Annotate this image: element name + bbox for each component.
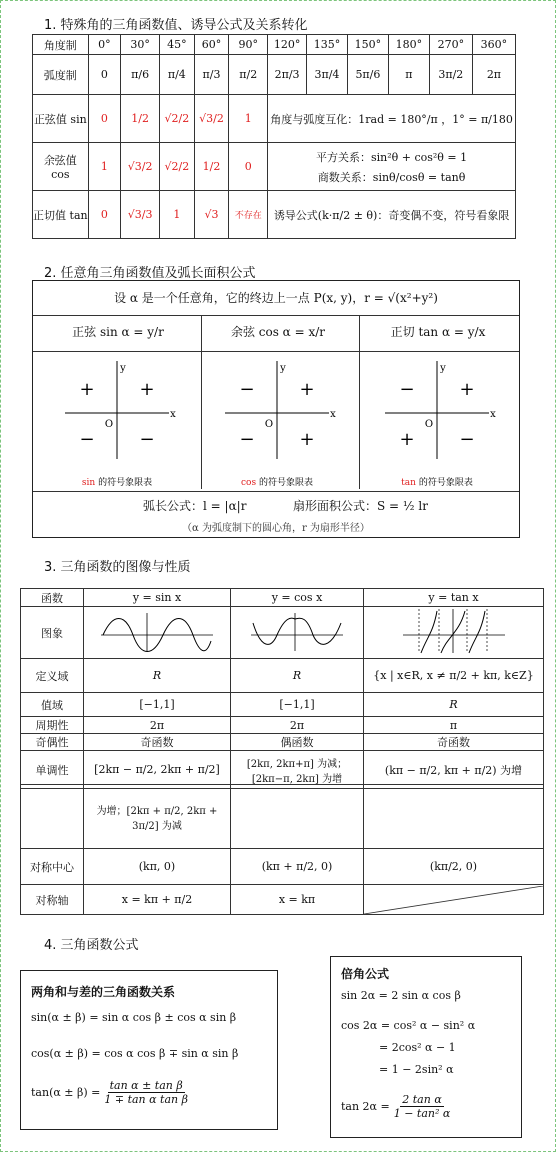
cell: 135°	[307, 35, 348, 55]
cell: 为增；[2kπ + π/2, 2kπ + 3π/2] 为减	[84, 785, 231, 849]
cell: x = kπ + π/2	[84, 885, 231, 915]
double-cos-3: = 1 − 2sin² α	[379, 1063, 454, 1076]
cell: (kπ/2, 0)	[364, 849, 544, 885]
row-label	[21, 785, 84, 849]
cell: √3/3	[121, 191, 160, 239]
double-tan	[341, 1093, 450, 1120]
box2-title: 倍角公式	[341, 967, 390, 981]
cell: {x | x∈R, x ≠ π/2 + kπ, k∈Z}	[364, 659, 544, 693]
cell: π	[364, 717, 544, 734]
cell: R	[231, 659, 364, 693]
note-quot: 商数关系：sinθ/cosθ = tanθ	[317, 170, 466, 184]
row-label: 奇偶性	[21, 734, 84, 751]
cell: π	[388, 55, 429, 95]
tan-curve-icon	[399, 607, 509, 655]
cell: 45°	[160, 35, 195, 55]
graph-property-table	[20, 588, 544, 789]
cell: (kπ + π/2, 0)	[231, 849, 364, 885]
cell: 0	[88, 95, 121, 143]
cell: √3/2	[194, 95, 229, 143]
header-cell: 函数	[21, 589, 84, 607]
cell: x = kπ	[231, 885, 364, 915]
quadrant-3-sign: −	[239, 429, 255, 450]
cell: √3	[194, 191, 229, 239]
quadrant-3-sign: +	[399, 429, 415, 450]
cell: 不存在	[229, 191, 268, 239]
cell: 0	[229, 143, 268, 191]
cell: 90°	[229, 35, 268, 55]
double-cos: cos 2α = cos² α − sin² α	[341, 1019, 476, 1032]
row-label: 图象	[21, 607, 84, 659]
sign-diagrams	[33, 351, 519, 491]
cell: √3/2	[121, 143, 160, 191]
row-label: 弧度制	[33, 55, 89, 95]
graph-property-table-cont	[20, 784, 544, 915]
section-title-4: 4. 三角函数公式	[44, 938, 139, 953]
cell: 30°	[121, 35, 160, 55]
cell: √2/2	[160, 143, 195, 191]
sign-table-caption: sin 的符号象限表	[81, 478, 153, 488]
cell: π/3	[194, 55, 229, 95]
quadrant-1-sign: +	[459, 379, 475, 400]
row-label: 单调性	[21, 751, 84, 789]
quadrant-4-sign: −	[459, 429, 475, 450]
divider	[33, 315, 519, 316]
def-cos: 余弦 cos α = x/r	[230, 325, 326, 339]
cell: 奇函数	[84, 734, 231, 751]
row-label: 值域	[21, 693, 84, 717]
cell: 2π	[84, 717, 231, 734]
quadrant-4-sign: +	[299, 429, 315, 450]
cell: 3π/2	[429, 55, 472, 95]
row-label: 周期性	[21, 717, 84, 734]
double-angle-box	[330, 956, 522, 1138]
cell: 270°	[429, 35, 472, 55]
cell: [2kπ, 2kπ+π] 为减；[2kπ−π, 2kπ] 为增	[231, 751, 364, 789]
double-tan-den: 1 − tan² α	[393, 1107, 451, 1120]
row-label: 正弦值 sin	[33, 95, 89, 143]
quadrant-1-sign: +	[299, 379, 315, 400]
cell: 偶函数	[231, 734, 364, 751]
tan-sum-fraction	[104, 1079, 188, 1106]
special-angle-table	[32, 34, 516, 239]
cell: R	[364, 693, 544, 717]
quadrant-3-sign: −	[79, 429, 95, 450]
row-label: 定义域	[21, 659, 84, 693]
cell: 2π	[472, 55, 515, 95]
header-cell: y = sin x	[84, 589, 231, 607]
row-label: 对称轴	[21, 885, 84, 915]
formula-sin-sum: sin(α ± β) = sin α cos β ± cos α sin β	[31, 1011, 237, 1024]
header-cell: y = tan x	[364, 589, 544, 607]
cell: √2/2	[160, 95, 195, 143]
x-axis-label: x	[330, 409, 336, 420]
def-tan: 正切 tan α = y/x	[390, 325, 486, 339]
cos-curve-icon	[247, 609, 347, 653]
x-axis-label: x	[490, 409, 496, 420]
cell: 1/2	[121, 95, 160, 143]
remark: （α 为弧度制下的圆心角，r 为扇形半径）	[182, 523, 370, 534]
divider	[33, 491, 519, 492]
cell	[231, 785, 364, 849]
cell: R	[84, 659, 231, 693]
cos-graph	[231, 607, 364, 659]
cell: 60°	[194, 35, 229, 55]
cell: [−1,1]	[84, 693, 231, 717]
y-axis-label: y	[120, 363, 126, 374]
quadrant-2-sign: +	[79, 379, 95, 400]
quadrant-2-sign: −	[239, 379, 255, 400]
origin-label: O	[424, 419, 434, 430]
cell: 180°	[388, 35, 429, 55]
section-title-3: 3. 三角函数的图像与性质	[44, 560, 191, 575]
double-tan-num: 2 tan α	[402, 1093, 442, 1106]
cell: 5π/6	[347, 55, 388, 95]
sin-curve-icon	[97, 609, 217, 653]
cell: (kπ − π/2, kπ + π/2) 为增	[364, 751, 544, 789]
cell: 2π	[231, 717, 364, 734]
formula-tan-sum	[31, 1079, 188, 1106]
arbitrary-angle-box	[32, 280, 520, 538]
note-rad: 角度与弧度互化：1rad = 180°/π ，1° = π/180	[268, 95, 516, 143]
double-cos-2: = 2cos² α − 1	[379, 1041, 456, 1054]
note-induce: 诱导公式(k·π/2 ± θ)：奇变偶不变，符号看象限	[268, 191, 516, 239]
tan-sum-num: tan α ± tan β	[109, 1079, 183, 1092]
cell: 1	[88, 143, 121, 191]
cell: π/2	[229, 55, 268, 95]
row-label: 对称中心	[21, 849, 84, 885]
cell: 360°	[472, 35, 515, 55]
quadrant-4-sign: −	[139, 429, 155, 450]
sum-diff-box	[20, 970, 278, 1130]
cell: 奇函数	[364, 734, 544, 751]
cell: π/4	[160, 55, 195, 95]
double-sin: sin 2α = 2 sin α cos β	[341, 989, 461, 1002]
cell: 1	[229, 95, 268, 143]
sector-formula: 扇形面积公式：S = ½ lr	[293, 499, 428, 513]
sin-graph	[84, 607, 231, 659]
def-sin: 正弦 sin α = y/r	[72, 325, 164, 339]
definition-line: 设 α 是一个任意角，它的终边上一点 P(x, y)，r = √(x²+y²)	[114, 291, 438, 305]
cell	[364, 785, 544, 849]
note-relations	[268, 143, 516, 191]
tan-graph	[364, 607, 544, 659]
cell: 0	[88, 55, 121, 95]
origin-label: O	[264, 419, 274, 430]
row-label: 正切值 tan	[33, 191, 89, 239]
row-label: 角度制	[33, 35, 89, 55]
formula-cos-sum: cos(α ± β) = cos α cos β ∓ sin α sin β	[31, 1047, 239, 1060]
cell: 1/2	[194, 143, 229, 191]
cell: 150°	[347, 35, 388, 55]
x-axis-label: x	[170, 409, 176, 420]
y-axis-label: y	[440, 363, 446, 374]
cell: 2π/3	[268, 55, 307, 95]
sign-table-caption: tan 的符号象限表	[401, 478, 473, 488]
section-title-1: 1. 特殊角的三角函数值、诱导公式及关系转化	[44, 18, 308, 33]
box1-title: 两角和与差的三角函数关系	[31, 985, 176, 999]
cell: (kπ, 0)	[84, 849, 231, 885]
cell: 120°	[268, 35, 307, 55]
y-axis-label: y	[280, 363, 286, 374]
double-tan-lhs: tan 2α =	[341, 1100, 390, 1113]
cell: 0°	[88, 35, 121, 55]
cell: 1	[160, 191, 195, 239]
cell: π/6	[121, 55, 160, 95]
section-title-2: 2. 任意角三角函数值及弧长面积公式	[44, 266, 256, 281]
cell: 3π/4	[307, 55, 348, 95]
sign-table-caption: cos 的符号象限表	[241, 478, 313, 488]
origin-label: O	[104, 419, 114, 430]
quadrant-2-sign: −	[399, 379, 415, 400]
cell: [2kπ − π/2, 2kπ + π/2]	[84, 751, 231, 789]
header-cell: y = cos x	[231, 589, 364, 607]
quadrant-1-sign: +	[139, 379, 155, 400]
cell: [−1,1]	[231, 693, 364, 717]
cell: 0	[88, 191, 121, 239]
row-label: 余弦值 cos	[33, 143, 89, 191]
note-square: 平方关系：sin²θ + cos²θ = 1	[315, 150, 468, 164]
tan-sum-den: 1 ∓ tan α tan β	[104, 1093, 188, 1106]
empty-slash-cell	[364, 885, 544, 915]
double-tan-fraction	[394, 1093, 451, 1120]
arc-formula: 弧长公式：l = |α|r	[143, 499, 247, 513]
tan-sum-lhs: tan(α ± β) =	[31, 1086, 101, 1099]
